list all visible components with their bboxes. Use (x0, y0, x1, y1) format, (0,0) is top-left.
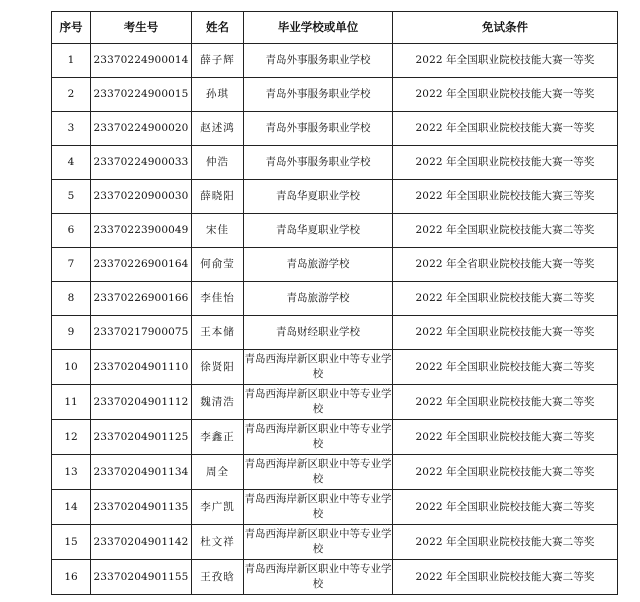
row-no: 16 (52, 560, 91, 595)
table-row (52, 385, 618, 420)
row-condition: 2022 年全国职业院校技能大赛二等奖 (393, 350, 618, 385)
table-row (52, 146, 618, 180)
header-name: 姓名 (192, 12, 244, 44)
row-no: 7 (52, 248, 91, 282)
row-no: 14 (52, 490, 91, 525)
row-name: 徐贤阳 (192, 350, 244, 385)
row-exam-id: 23370224900015 (91, 78, 192, 112)
table-row (52, 560, 618, 595)
row-exam-id: 23370204901125 (91, 420, 192, 455)
row-condition: 2022 年全国职业院校技能大赛二等奖 (393, 214, 618, 248)
row-school: 青岛旅游学校 (244, 282, 393, 316)
table-row (52, 420, 618, 455)
row-condition: 2022 年全国职业院校技能大赛二等奖 (393, 420, 618, 455)
row-school: 青岛华夏职业学校 (244, 180, 393, 214)
row-exam-id: 23370224900014 (91, 44, 192, 78)
row-name: 魏清浩 (192, 385, 244, 420)
row-no: 5 (52, 180, 91, 214)
row-school: 青岛西海岸新区职业中等专业学校 (244, 455, 393, 490)
row-no: 4 (52, 146, 91, 180)
row-name: 王本储 (192, 316, 244, 350)
row-exam-id: 23370223900049 (91, 214, 192, 248)
table-row (52, 180, 618, 214)
row-school: 青岛西海岸新区职业中等专业学校 (244, 385, 393, 420)
row-exam-id: 23370204901135 (91, 490, 192, 525)
row-condition: 2022 年全国职业院校技能大赛一等奖 (393, 112, 618, 146)
row-school: 青岛西海岸新区职业中等专业学校 (244, 525, 393, 560)
row-condition: 2022 年全国职业院校技能大赛二等奖 (393, 525, 618, 560)
row-exam-id: 23370204901155 (91, 560, 192, 595)
row-name: 孙琪 (192, 78, 244, 112)
row-condition: 2022 年全国职业院校技能大赛二等奖 (393, 282, 618, 316)
table-row (52, 44, 618, 78)
table-row (52, 214, 618, 248)
table-row (52, 455, 618, 490)
row-school: 青岛西海岸新区职业中等专业学校 (244, 350, 393, 385)
row-no: 3 (52, 112, 91, 146)
table-row (52, 282, 618, 316)
row-name: 周全 (192, 455, 244, 490)
row-no: 11 (52, 385, 91, 420)
table-row (52, 490, 618, 525)
row-name: 李鑫正 (192, 420, 244, 455)
table-row (52, 112, 618, 146)
header-no: 序号 (52, 12, 91, 44)
row-name: 杜文祥 (192, 525, 244, 560)
row-school: 青岛西海岸新区职业中等专业学校 (244, 490, 393, 525)
row-school: 青岛西海岸新区职业中等专业学校 (244, 420, 393, 455)
row-condition: 2022 年全国职业院校技能大赛二等奖 (393, 490, 618, 525)
row-school: 青岛西海岸新区职业中等专业学校 (244, 560, 393, 595)
row-condition: 2022 年全国职业院校技能大赛三等奖 (393, 180, 618, 214)
row-exam-id: 23370220900030 (91, 180, 192, 214)
header-condition: 免试条件 (393, 12, 618, 44)
row-school: 青岛财经职业学校 (244, 316, 393, 350)
table-row (52, 316, 618, 350)
row-exam-id: 23370224900033 (91, 146, 192, 180)
row-condition: 2022 年全国职业院校技能大赛一等奖 (393, 78, 618, 112)
row-name: 宋佳 (192, 214, 244, 248)
row-school: 青岛外事服务职业学校 (244, 146, 393, 180)
row-condition: 2022 年全国职业院校技能大赛二等奖 (393, 455, 618, 490)
table-body (52, 44, 618, 595)
table-row (52, 78, 618, 112)
row-no: 1 (52, 44, 91, 78)
row-name: 薛子辉 (192, 44, 244, 78)
row-exam-id: 23370226900164 (91, 248, 192, 282)
table-row (52, 350, 618, 385)
row-condition: 2022 年全国职业院校技能大赛一等奖 (393, 146, 618, 180)
row-no: 12 (52, 420, 91, 455)
row-name: 赵述鸿 (192, 112, 244, 146)
row-name: 王孜晗 (192, 560, 244, 595)
row-condition: 2022 年全国职业院校技能大赛二等奖 (393, 385, 618, 420)
row-condition: 2022 年全国职业院校技能大赛二等奖 (393, 560, 618, 595)
header-school: 毕业学校或单位 (244, 12, 393, 44)
exemption-table (51, 11, 618, 595)
row-name: 薛晓阳 (192, 180, 244, 214)
row-no: 15 (52, 525, 91, 560)
row-no: 13 (52, 455, 91, 490)
row-no: 6 (52, 214, 91, 248)
row-name: 李广凯 (192, 490, 244, 525)
row-school: 青岛外事服务职业学校 (244, 78, 393, 112)
row-condition: 2022 年全国职业院校技能大赛一等奖 (393, 44, 618, 78)
row-exam-id: 23370226900166 (91, 282, 192, 316)
row-no: 8 (52, 282, 91, 316)
row-name: 何俞莹 (192, 248, 244, 282)
row-condition: 2022 年全国职业院校技能大赛一等奖 (393, 316, 618, 350)
table-header-row (52, 12, 618, 44)
row-school: 青岛外事服务职业学校 (244, 44, 393, 78)
row-exam-id: 23370217900075 (91, 316, 192, 350)
row-name: 仲浩 (192, 146, 244, 180)
row-exam-id: 23370224900020 (91, 112, 192, 146)
header-exam-id: 考生号 (91, 12, 192, 44)
row-exam-id: 23370204901142 (91, 525, 192, 560)
row-exam-id: 23370204901134 (91, 455, 192, 490)
row-exam-id: 23370204901112 (91, 385, 192, 420)
row-school: 青岛华夏职业学校 (244, 214, 393, 248)
row-school: 青岛旅游学校 (244, 248, 393, 282)
table-row (52, 248, 618, 282)
row-condition: 2022 年全省职业院校技能大赛一等奖 (393, 248, 618, 282)
row-no: 2 (52, 78, 91, 112)
row-school: 青岛外事服务职业学校 (244, 112, 393, 146)
row-no: 10 (52, 350, 91, 385)
table-row (52, 525, 618, 560)
row-name: 李佳怡 (192, 282, 244, 316)
row-no: 9 (52, 316, 91, 350)
row-exam-id: 23370204901110 (91, 350, 192, 385)
